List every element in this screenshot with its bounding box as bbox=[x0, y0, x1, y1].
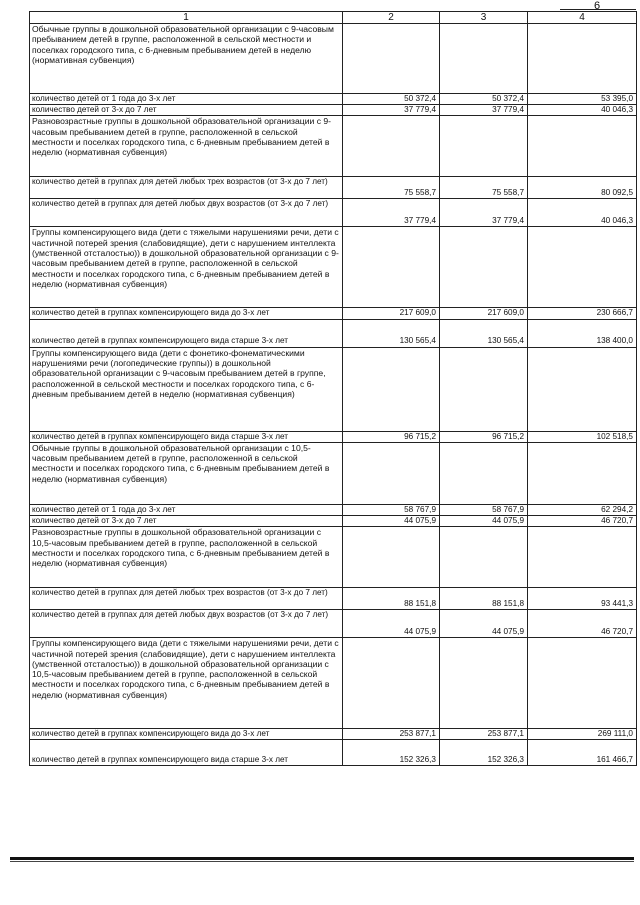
value-col-4 bbox=[528, 527, 637, 588]
header-col-1: 1 bbox=[30, 12, 343, 24]
header-row bbox=[30, 12, 637, 24]
value-col-2: 58 767,9 bbox=[343, 504, 440, 515]
subsidy-norms-table bbox=[29, 11, 637, 766]
row-label: количество детей от 1 года до 3-х лет bbox=[30, 94, 343, 105]
value-col-2: 96 715,2 bbox=[343, 431, 440, 442]
value-col-4 bbox=[528, 24, 637, 94]
value-col-2 bbox=[343, 442, 440, 504]
value-col-3: 75 558,7 bbox=[440, 177, 528, 199]
value-col-3: 44 075,9 bbox=[440, 516, 528, 527]
value-col-4: 40 046,3 bbox=[528, 105, 637, 116]
section-row bbox=[30, 347, 637, 431]
section-title: Группы компенсирующего вида (дети с фонетико-фонематическими нарушениями речи (логопедические группы)) в дошкольной образовательной организации с 9-часовым пребыванием детей в группе, расположенной в сельской местности и поселках городского типа, с 6-дневным пребыванием детей в неделю (нормативная субвенция) bbox=[30, 347, 343, 431]
value-col-3: 37 779,4 bbox=[440, 105, 528, 116]
value-col-3 bbox=[440, 527, 528, 588]
value-col-2 bbox=[343, 24, 440, 94]
table-row bbox=[30, 740, 637, 766]
value-col-4: 161 466,7 bbox=[528, 740, 637, 766]
value-col-4 bbox=[528, 442, 637, 504]
table-row bbox=[30, 431, 637, 442]
value-col-2: 152 326,3 bbox=[343, 740, 440, 766]
value-col-2 bbox=[343, 527, 440, 588]
value-col-2 bbox=[343, 638, 440, 729]
value-col-2: 37 779,4 bbox=[343, 199, 440, 227]
section-title: Группы компенсирующего вида (дети с тяжелыми нарушениями речи, дети с частичной потерей зрения (слабовидящие), дети с нарушением интеллекта (умственной отсталостью)) в дошкольной образовательной организации с 10,5-часовым пребыванием детей в группе, расположенной в сельской местности и поселках городского типа, с 6-дневным пребыванием детей в неделю (нормативная субвенция) bbox=[30, 638, 343, 729]
section-row bbox=[30, 442, 637, 504]
value-col-4: 102 518,5 bbox=[528, 431, 637, 442]
value-col-3: 96 715,2 bbox=[440, 431, 528, 442]
value-col-4 bbox=[528, 227, 637, 308]
value-col-3 bbox=[440, 227, 528, 308]
value-col-3 bbox=[440, 442, 528, 504]
row-label: количество детей в группах компенсирующего вида до 3-х лет bbox=[30, 308, 343, 319]
table-row bbox=[30, 729, 637, 740]
page-number-rule bbox=[560, 9, 636, 10]
row-label: количество детей в группах для детей любых трех возрастов (от 3-х до 7 лет) bbox=[30, 588, 343, 610]
table-row bbox=[30, 199, 637, 227]
value-col-2 bbox=[343, 227, 440, 308]
table-row bbox=[30, 610, 637, 638]
value-col-3: 37 779,4 bbox=[440, 199, 528, 227]
table-row bbox=[30, 504, 637, 515]
footer-rule bbox=[10, 857, 634, 860]
table-row bbox=[30, 516, 637, 527]
header-col-4: 4 bbox=[528, 12, 637, 24]
table-row bbox=[30, 105, 637, 116]
row-label: количество детей в группах компенсирующего вида до 3-х лет bbox=[30, 729, 343, 740]
table-row bbox=[30, 177, 637, 199]
section-row bbox=[30, 638, 637, 729]
section-title: Разновозрастные группы в дошкольной образовательной организации с 9-часовым пребыванием детей в группе, расположенной в сельской местности и поселках городского типа, с 6-дневным пребыванием детей в неделю (нормативная субвенция) bbox=[30, 116, 343, 177]
value-col-2 bbox=[343, 347, 440, 431]
row-label: количество детей в группах для детей любых трех возрастов (от 3-х до 7 лет) bbox=[30, 177, 343, 199]
section-title: Группы компенсирующего вида (дети с тяжелыми нарушениями речи, дети с частичной потерей зрения (слабовидящие), дети с нарушением интеллекта (умственной отсталостью)) в дошкольной образовательной организации с 9-часовым пребыванием детей в группе, расположенной в сельской местности и поселках городского типа, с 6-дневным пребыванием детей в неделю (нормативная субвенция) bbox=[30, 227, 343, 308]
header-col-2: 2 bbox=[343, 12, 440, 24]
value-col-3: 50 372,4 bbox=[440, 94, 528, 105]
table-row bbox=[30, 94, 637, 105]
row-label: количество детей в группах компенсирующего вида старше 3-х лет bbox=[30, 740, 343, 766]
value-col-2: 253 877,1 bbox=[343, 729, 440, 740]
value-col-3: 253 877,1 bbox=[440, 729, 528, 740]
table-row bbox=[30, 588, 637, 610]
value-col-4: 80 092,5 bbox=[528, 177, 637, 199]
section-row bbox=[30, 227, 637, 308]
value-col-3 bbox=[440, 638, 528, 729]
value-col-4: 138 400,0 bbox=[528, 319, 637, 347]
value-col-4: 93 441,3 bbox=[528, 588, 637, 610]
row-label: количество детей в группах для детей любых двух возрастов (от 3-х до 7 лет) bbox=[30, 610, 343, 638]
table-row bbox=[30, 319, 637, 347]
row-label: количество детей в группах компенсирующего вида старше 3-х лет bbox=[30, 431, 343, 442]
value-col-3 bbox=[440, 116, 528, 177]
value-col-2: 37 779,4 bbox=[343, 105, 440, 116]
value-col-4 bbox=[528, 116, 637, 177]
section-row bbox=[30, 116, 637, 177]
section-title: Обычные группы в дошкольной образовательной организации с 10,5-часовым пребыванием детей в группе, расположенной в сельской местности и поселках городского типа, с 6-дневным пребыванием детей в неделю (нормативная субвенция) bbox=[30, 442, 343, 504]
value-col-4 bbox=[528, 638, 637, 729]
value-col-2: 50 372,4 bbox=[343, 94, 440, 105]
value-col-3: 217 609,0 bbox=[440, 308, 528, 319]
value-col-2: 44 075,9 bbox=[343, 610, 440, 638]
header-col-3: 3 bbox=[440, 12, 528, 24]
row-label: количество детей от 3-х до 7 лет bbox=[30, 516, 343, 527]
value-col-4: 269 111,0 bbox=[528, 729, 637, 740]
value-col-2: 44 075,9 bbox=[343, 516, 440, 527]
value-col-3: 58 767,9 bbox=[440, 504, 528, 515]
row-label: количество детей в группах для детей любых двух возрастов (от 3-х до 7 лет) bbox=[30, 199, 343, 227]
row-label: количество детей от 3-х до 7 лет bbox=[30, 105, 343, 116]
value-col-4: 46 720,7 bbox=[528, 516, 637, 527]
value-col-4: 53 395,0 bbox=[528, 94, 637, 105]
value-col-2: 88 151,8 bbox=[343, 588, 440, 610]
value-col-4: 62 294,2 bbox=[528, 504, 637, 515]
row-label: количество детей в группах компенсирующего вида старше 3-х лет bbox=[30, 319, 343, 347]
value-col-3 bbox=[440, 347, 528, 431]
value-col-3 bbox=[440, 24, 528, 94]
value-col-2: 217 609,0 bbox=[343, 308, 440, 319]
section-row bbox=[30, 527, 637, 588]
table-row bbox=[30, 308, 637, 319]
section-row bbox=[30, 24, 637, 94]
value-col-2: 130 565,4 bbox=[343, 319, 440, 347]
row-label: количество детей от 1 года до 3-х лет bbox=[30, 504, 343, 515]
value-col-4 bbox=[528, 347, 637, 431]
value-col-3: 88 151,8 bbox=[440, 588, 528, 610]
value-col-3: 130 565,4 bbox=[440, 319, 528, 347]
section-title: Обычные группы в дошкольной образовательной организации с 9-часовым пребыванием детей в группе, расположенной в сельской местности и поселках городского типа, с 6-дневным пребыванием детей в неделю (нормативная субвенция) bbox=[30, 24, 343, 94]
value-col-3: 44 075,9 bbox=[440, 610, 528, 638]
value-col-2: 75 558,7 bbox=[343, 177, 440, 199]
value-col-3: 152 326,3 bbox=[440, 740, 528, 766]
footer-rule-thin bbox=[10, 861, 634, 862]
value-col-4: 46 720,7 bbox=[528, 610, 637, 638]
value-col-4: 230 666,7 bbox=[528, 308, 637, 319]
value-col-2 bbox=[343, 116, 440, 177]
page-number: 6 bbox=[594, 0, 601, 12]
section-title: Разновозрастные группы в дошкольной образовательной организации с 10,5-часовым пребыванием детей в группе, расположенной в сельской местности и поселках городского типа, с 6-дневным пребыванием детей в неделю (нормативная субвенция) bbox=[30, 527, 343, 588]
value-col-4: 40 046,3 bbox=[528, 199, 637, 227]
